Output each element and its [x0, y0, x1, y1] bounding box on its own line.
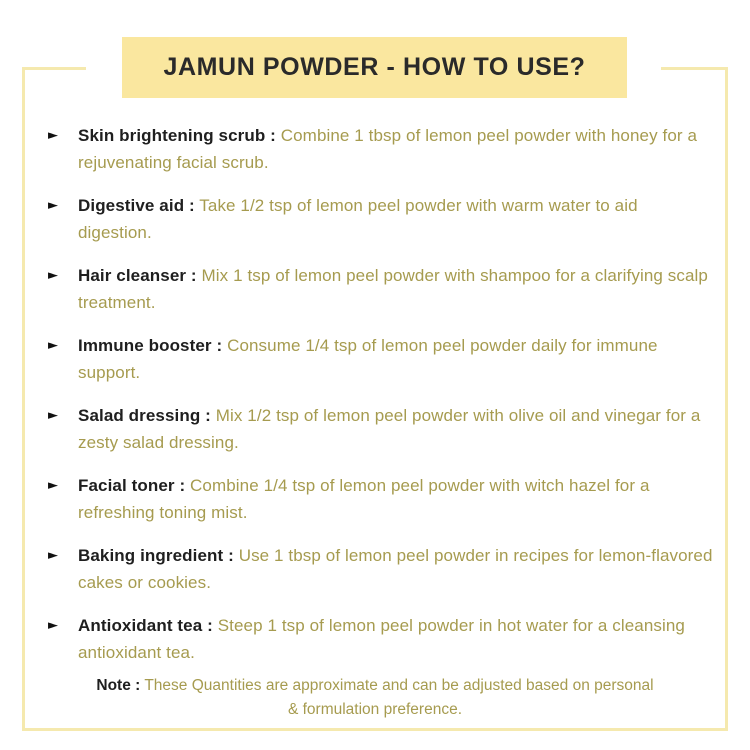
page-title: JAMUN POWDER - HOW TO USE? — [163, 53, 586, 81]
item-label: Immune booster : — [78, 336, 223, 355]
list-item-salad-dressing — [48, 402, 714, 456]
list-item-skin-brightening-scrub — [48, 122, 714, 176]
frame-top-left-line — [22, 67, 86, 70]
arrow-bullet-icon: ► — [48, 128, 58, 143]
frame-right-line — [725, 67, 728, 731]
item-description: Steep 1 tsp of lemon peel powder in hot water for a cleansing antioxidant tea. — [78, 616, 685, 662]
footer-note — [0, 674, 750, 722]
arrow-bullet-icon: ► — [48, 408, 58, 423]
list-item-digestive-aid — [48, 192, 714, 246]
item-text — [78, 192, 714, 246]
arrow-bullet-icon: ► — [48, 478, 58, 493]
item-label: Hair cleanser : — [78, 266, 197, 285]
arrow-bullet-icon: ► — [48, 198, 58, 213]
list-item-immune-booster — [48, 332, 714, 386]
arrow-bullet-icon: ► — [48, 268, 58, 283]
item-label: Digestive aid : — [78, 196, 195, 215]
title-banner — [122, 37, 627, 98]
frame-top-right-line — [661, 67, 728, 70]
item-text — [78, 402, 714, 456]
list-item-facial-toner — [48, 472, 714, 526]
item-label: Salad dressing : — [78, 406, 211, 425]
arrow-bullet-icon: ► — [48, 618, 58, 633]
item-label: Antioxidant tea : — [78, 616, 213, 635]
note-label: Note : — [96, 677, 141, 694]
item-label: Skin brightening scrub : — [78, 126, 276, 145]
arrow-bullet-icon: ► — [48, 548, 58, 563]
item-text — [78, 542, 714, 596]
list-item-antioxidant-tea — [48, 612, 714, 666]
list-item-hair-cleanser — [48, 262, 714, 316]
note-text-block — [95, 674, 655, 722]
item-description: Mix 1/2 tsp of lemon peel powder with olive oil and vinegar for a zesty salad dressing. — [78, 406, 701, 452]
item-label: Baking ingredient : — [78, 546, 234, 565]
item-text — [78, 122, 714, 176]
list-item-baking-ingredient — [48, 542, 714, 596]
item-description: Mix 1 tsp of lemon peel powder with shampoo for a clarifying scalp treatment. — [78, 266, 708, 312]
item-text — [78, 262, 714, 316]
item-description: Use 1 tbsp of lemon peel powder in recipes for lemon-flavored cakes or cookies. — [78, 546, 713, 592]
item-text — [78, 612, 714, 666]
item-text — [78, 332, 714, 386]
item-description: Consume 1/4 tsp of lemon peel powder daily for immune support. — [78, 336, 658, 382]
frame-left-line — [22, 67, 25, 731]
item-description: Take 1/2 tsp of lemon peel powder with warm water to aid digestion. — [78, 196, 638, 242]
frame-bottom-line — [22, 728, 728, 731]
arrow-bullet-icon: ► — [48, 338, 58, 353]
item-description: Combine 1/4 tsp of lemon peel powder with witch hazel for a refreshing toning mist. — [78, 476, 650, 522]
item-label: Facial toner : — [78, 476, 186, 495]
item-description: Combine 1 tbsp of lemon peel powder with honey for a rejuvenating facial scrub. — [78, 126, 698, 172]
note-body: These Quantities are approximate and can be adjusted based on personal & formulation preference. — [144, 677, 654, 718]
item-text — [78, 472, 714, 526]
usage-list — [48, 122, 714, 682]
